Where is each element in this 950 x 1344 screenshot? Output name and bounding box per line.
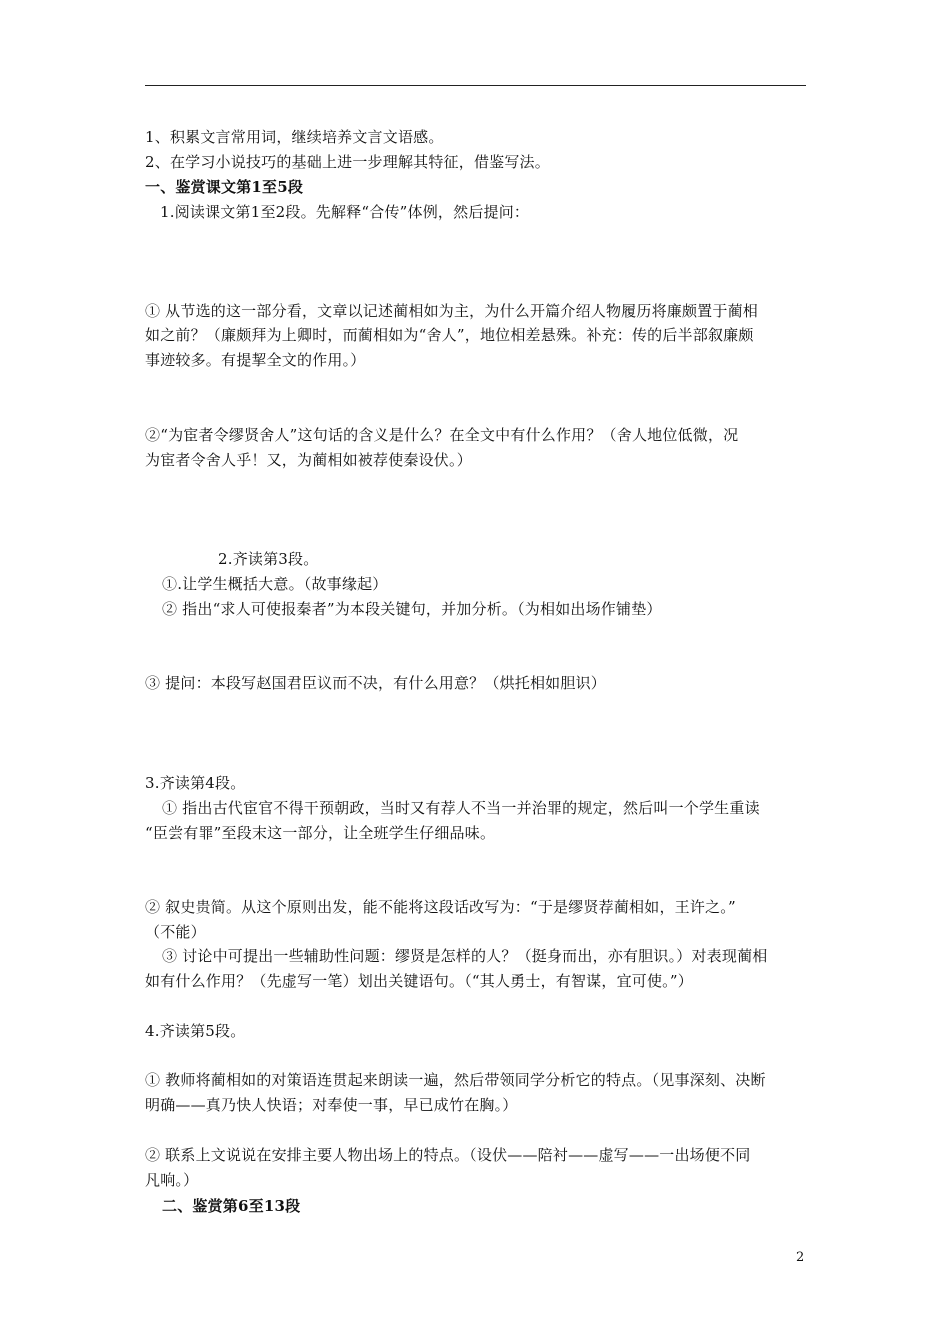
item-2-q2: ② 指出“求人可使报秦者”为本段关键句，并加分析。（为相如出场作铺垫） — [162, 600, 662, 618]
item-1-q1-line-2: 如之前？（廉颇拜为上卿时，而蔺相如为“舍人”，地位相差悬殊。补充：传的后半部叙廉颇 — [145, 326, 754, 344]
item-1-q2-line-2: 为宦者令舍人乎！又，为蔺相如被荐使秦设伏。） — [145, 451, 472, 469]
item-2-q1: ①.让学生概括大意。（故事缘起） — [162, 575, 388, 593]
section-1-heading: 一、鉴赏课文第1至5段 — [145, 178, 304, 196]
item-1-q1-line-1: ① 从节选的这一部分看，文章以记述蔺相如为主，为什么开篇介绍人物履历将廉颇置于蔺相 — [145, 302, 758, 320]
item-3-q2-line-1: ② 叙史贵简。从这个原则出发，能不能将这段话改写为：“于是缪贤荐蔺相如，王许之。” — [145, 898, 736, 916]
section-2-heading: 二、鉴赏第6至13段 — [162, 1197, 301, 1215]
item-1-intro: 1.阅读课文第1至2段。先解释“合传”体例，然后提问： — [160, 203, 530, 221]
item-4-q2-line-1: ② 联系上文说说在安排主要人物出场上的特点。（设伏——陪衬——虚写——一出场便不同 — [145, 1146, 751, 1164]
item-4-intro: 4.齐读第5段。 — [145, 1022, 246, 1040]
objective-2: 2、在学习小说技巧的基础上进一步理解其特征，借鉴写法。 — [145, 153, 550, 171]
item-3-q3-line-1: ③ 讨论中可提出一些辅助性问题：缪贤是怎样的人？（挺身而出，亦有胆识。）对表现蔺相 — [162, 947, 768, 965]
header-rule — [145, 85, 806, 86]
item-2-q3: ③ 提问：本段写赵国君臣议而不决，有什么用意？（烘托相如胆识） — [145, 674, 606, 692]
page-number: 2 — [796, 1250, 805, 1265]
item-3-q3-line-2: 如有什么作用？（先虚写一笔）划出关键语句。（“其人勇士，有智谋，宜可使。”） — [145, 972, 693, 990]
item-3-intro: 3.齐读第4段。 — [145, 774, 246, 792]
item-3-q1-line-1: ① 指出古代宦官不得干预朝政，当时又有荐人不当一并治罪的规定，然后叫一个学生重读 — [162, 799, 760, 817]
item-4-q1-line-1: ① 教师将蔺相如的对策语连贯起来朗读一遍，然后带领同学分析它的特点。（见事深刻、决断 — [145, 1071, 766, 1089]
objective-1: 1、积累文言常用词，继续培养文言文语感。 — [145, 128, 444, 146]
item-1-q2-line-1: ②“为宦者令缪贤舍人”这句话的含义是什么？在全文中有什么作用？（舍人地位低微，况 — [145, 426, 739, 444]
item-3-q1-line-2: “臣尝有罪”至段末这一部分，让全班学生仔细品味。 — [145, 824, 496, 842]
item-3-q2-line-2: （不能） — [145, 923, 206, 941]
item-4-q2-line-2: 凡响。） — [145, 1171, 199, 1189]
item-2-intro: 2.齐读第3段。 — [218, 550, 319, 568]
item-4-q1-line-2: 明确——真乃快人快语；对奉使一事，早已成竹在胸。） — [145, 1096, 518, 1114]
item-1-q1-line-3: 事迹较多。有提挈全文的作用。） — [145, 351, 366, 369]
